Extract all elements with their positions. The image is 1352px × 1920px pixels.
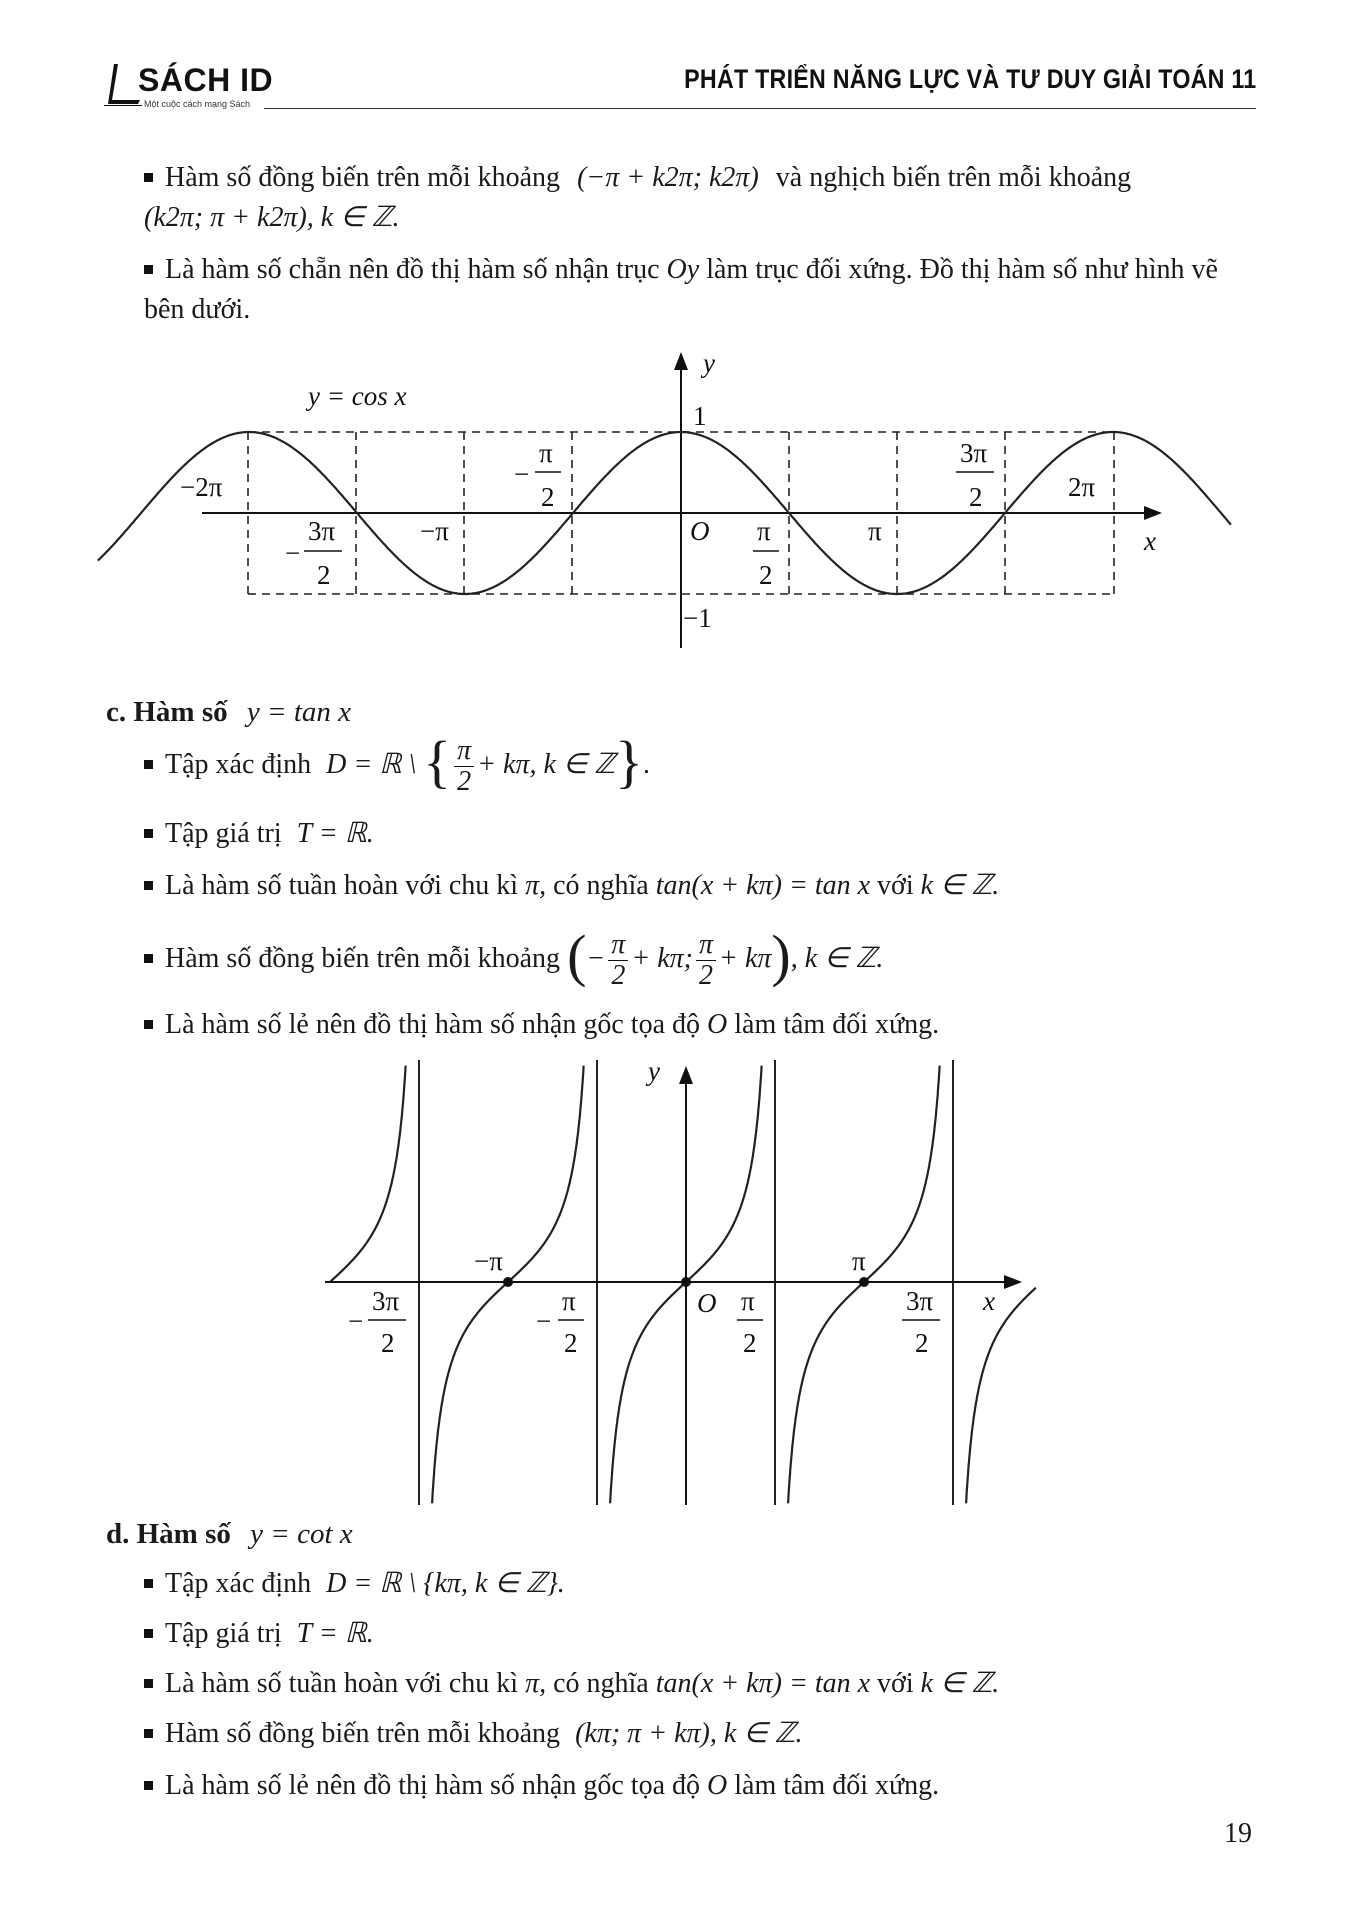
text: Hàm số đồng biến trên mỗi khoảng [165,942,561,974]
heading-text: d. Hàm số [106,1518,231,1550]
math: π, [525,870,547,901]
numerator: π [741,1286,755,1316]
text: làm tâm đối xứng. [734,1009,940,1040]
label-pi: π [868,516,882,546]
cot-odd-bullet [144,1766,939,1806]
numerator: 3π [308,516,336,546]
text: với [877,1668,914,1699]
math: + kπ [719,942,772,974]
denominator: 2 [915,1328,929,1358]
denominator: 2 [759,560,773,590]
minus: − [285,538,301,568]
numerator: 3π [372,1286,400,1316]
text: . [643,748,650,780]
math: k ∈ ℤ. [920,1668,1000,1699]
origin-label: O [690,516,710,546]
cot-domain-bullet [144,1564,565,1604]
label-neg-pi: −π [474,1246,503,1276]
math: T = ℝ. [296,818,374,849]
text: Hàm số đồng biến trên mỗi khoảng [165,1718,561,1749]
bullet-icon [144,1729,153,1738]
point-origin [681,1277,691,1287]
denominator: 2 [457,766,472,797]
text: với [877,870,914,901]
math: Oy [666,254,700,285]
math: D = ℝ \ {kπ, k ∈ ℤ}. [326,1568,565,1599]
math: + kπ; [631,942,694,974]
y-axis-label: y [648,1056,660,1086]
math: + kπ, k ∈ ℤ [477,748,616,780]
math: D = ℝ \ [326,748,417,780]
tan-branch [330,1066,405,1282]
numerator: π [454,736,474,767]
point-pi [859,1277,869,1287]
numerator: 3π [960,438,988,468]
label-pi-over-2 [737,1286,763,1358]
minus: − [514,459,530,489]
minus: − [536,1306,552,1336]
denominator: 2 [381,1328,395,1358]
numerator: π [608,930,628,961]
text: Tập giá trị [165,1618,282,1649]
text: Là hàm số lẻ nên đồ thị hàm số nhận gốc tọa độ [165,1770,700,1801]
text: có nghĩa [553,1668,649,1699]
math: (k2π; π + k2π), k ∈ ℤ. [144,202,400,233]
math: k ∈ ℤ. [920,870,1000,901]
denominator: 2 [969,482,983,512]
origin-label: O [697,1288,717,1318]
text: Là hàm số chẵn nên đồ thị hàm số nhận trục [165,254,660,285]
bullet-icon [144,1579,153,1588]
heading-eq: y = cot x [250,1518,353,1550]
text: Tập xác định [165,748,312,780]
text: và nghịch biến trên mỗi khoảng [775,162,1132,193]
label-3pi-over-2 [902,1286,940,1358]
cot-heading [106,1518,353,1551]
y-axis-arrow-icon [679,1066,693,1084]
label-neg-pi-over-2 [536,1286,584,1358]
label-one: 1 [693,401,707,431]
text: Là hàm số tuần hoàn với chu kì [165,1668,519,1699]
math: O [707,1770,728,1801]
math: tan(x + kπ) = tan x [655,1668,871,1699]
text: Tập xác định [165,1568,312,1599]
cot-period-bullet [144,1664,999,1704]
x-axis-label: x [983,1286,995,1316]
cot-range-bullet [144,1614,374,1654]
text: có nghĩa [553,870,649,901]
text: Là hàm số lẻ nên đồ thị hàm số nhận gốc tọa độ [165,1009,700,1040]
bullet-icon [144,1781,153,1790]
numerator: π [539,438,553,468]
label-neg-pi: −π [420,516,449,546]
math: T = ℝ. [296,1618,374,1649]
heading-eq: y = tan x [246,696,351,728]
math: , k ∈ ℤ. [790,942,884,974]
denominator: 2 [699,960,714,991]
numerator: 3π [906,1286,934,1316]
x-axis-label: x [1144,526,1156,556]
tan-branch [966,1288,1036,1504]
label-pi: π [852,1246,866,1276]
brand-name: SÁCH ID [138,62,274,98]
label-2pi: 2π [1068,472,1096,502]
brace-right: } [615,728,643,794]
cot-monotonic-bullet [144,1714,803,1754]
denominator: 2 [743,1328,757,1358]
label-minus-one: −1 [683,603,712,633]
label-neg-2pi: −2π [180,472,223,502]
text: làm trục đối xứng. Đồ thị hàm số như hình vẽ bên dưới. [144,254,1218,325]
denominator: 2 [564,1328,578,1358]
y-axis-label: y [703,348,715,378]
minus: − [348,1306,364,1336]
math: O [707,1009,728,1040]
book-title: PHÁT TRIỂN NĂNG LỰC VÀ TƯ DUY GIẢI TOÁN 11 [683,64,1256,94]
page-number: 19 [1224,1818,1252,1849]
bullet-icon [144,1629,153,1638]
numerator: π [696,930,716,961]
math: (−π + k2π; k2π) [577,162,759,193]
label-neg-3pi-over-2 [348,1286,406,1358]
cos-function-label: y = cos x [308,381,407,411]
text: Là hàm số tuần hoàn với chu kì [165,870,519,901]
text: Tập giá trị [165,818,282,849]
text: làm tâm đối xứng. [734,1770,940,1801]
math: tan(x + kπ) = tan x [655,870,871,901]
math: − [586,942,606,974]
numerator: π [757,516,771,546]
math: (kπ; π + kπ), k ∈ ℤ. [575,1718,803,1749]
point-neg-pi [503,1277,513,1287]
paren-left: ( [567,922,587,988]
heading-text: c. Hàm số [106,696,228,728]
math: π, [525,1668,547,1699]
x-axis-arrow-icon [1004,1275,1022,1289]
denominator: 2 [317,560,331,590]
bullet-icon [144,1679,153,1688]
text: Hàm số đồng biến trên mỗi khoảng [165,162,561,193]
brand-slogan: Một cuộc cách mạng Sách [144,99,251,109]
numerator: π [562,1286,576,1316]
brace-left: { [423,728,452,794]
paren-right: ) [771,922,791,988]
denominator: 2 [541,482,555,512]
denominator: 2 [611,960,626,991]
